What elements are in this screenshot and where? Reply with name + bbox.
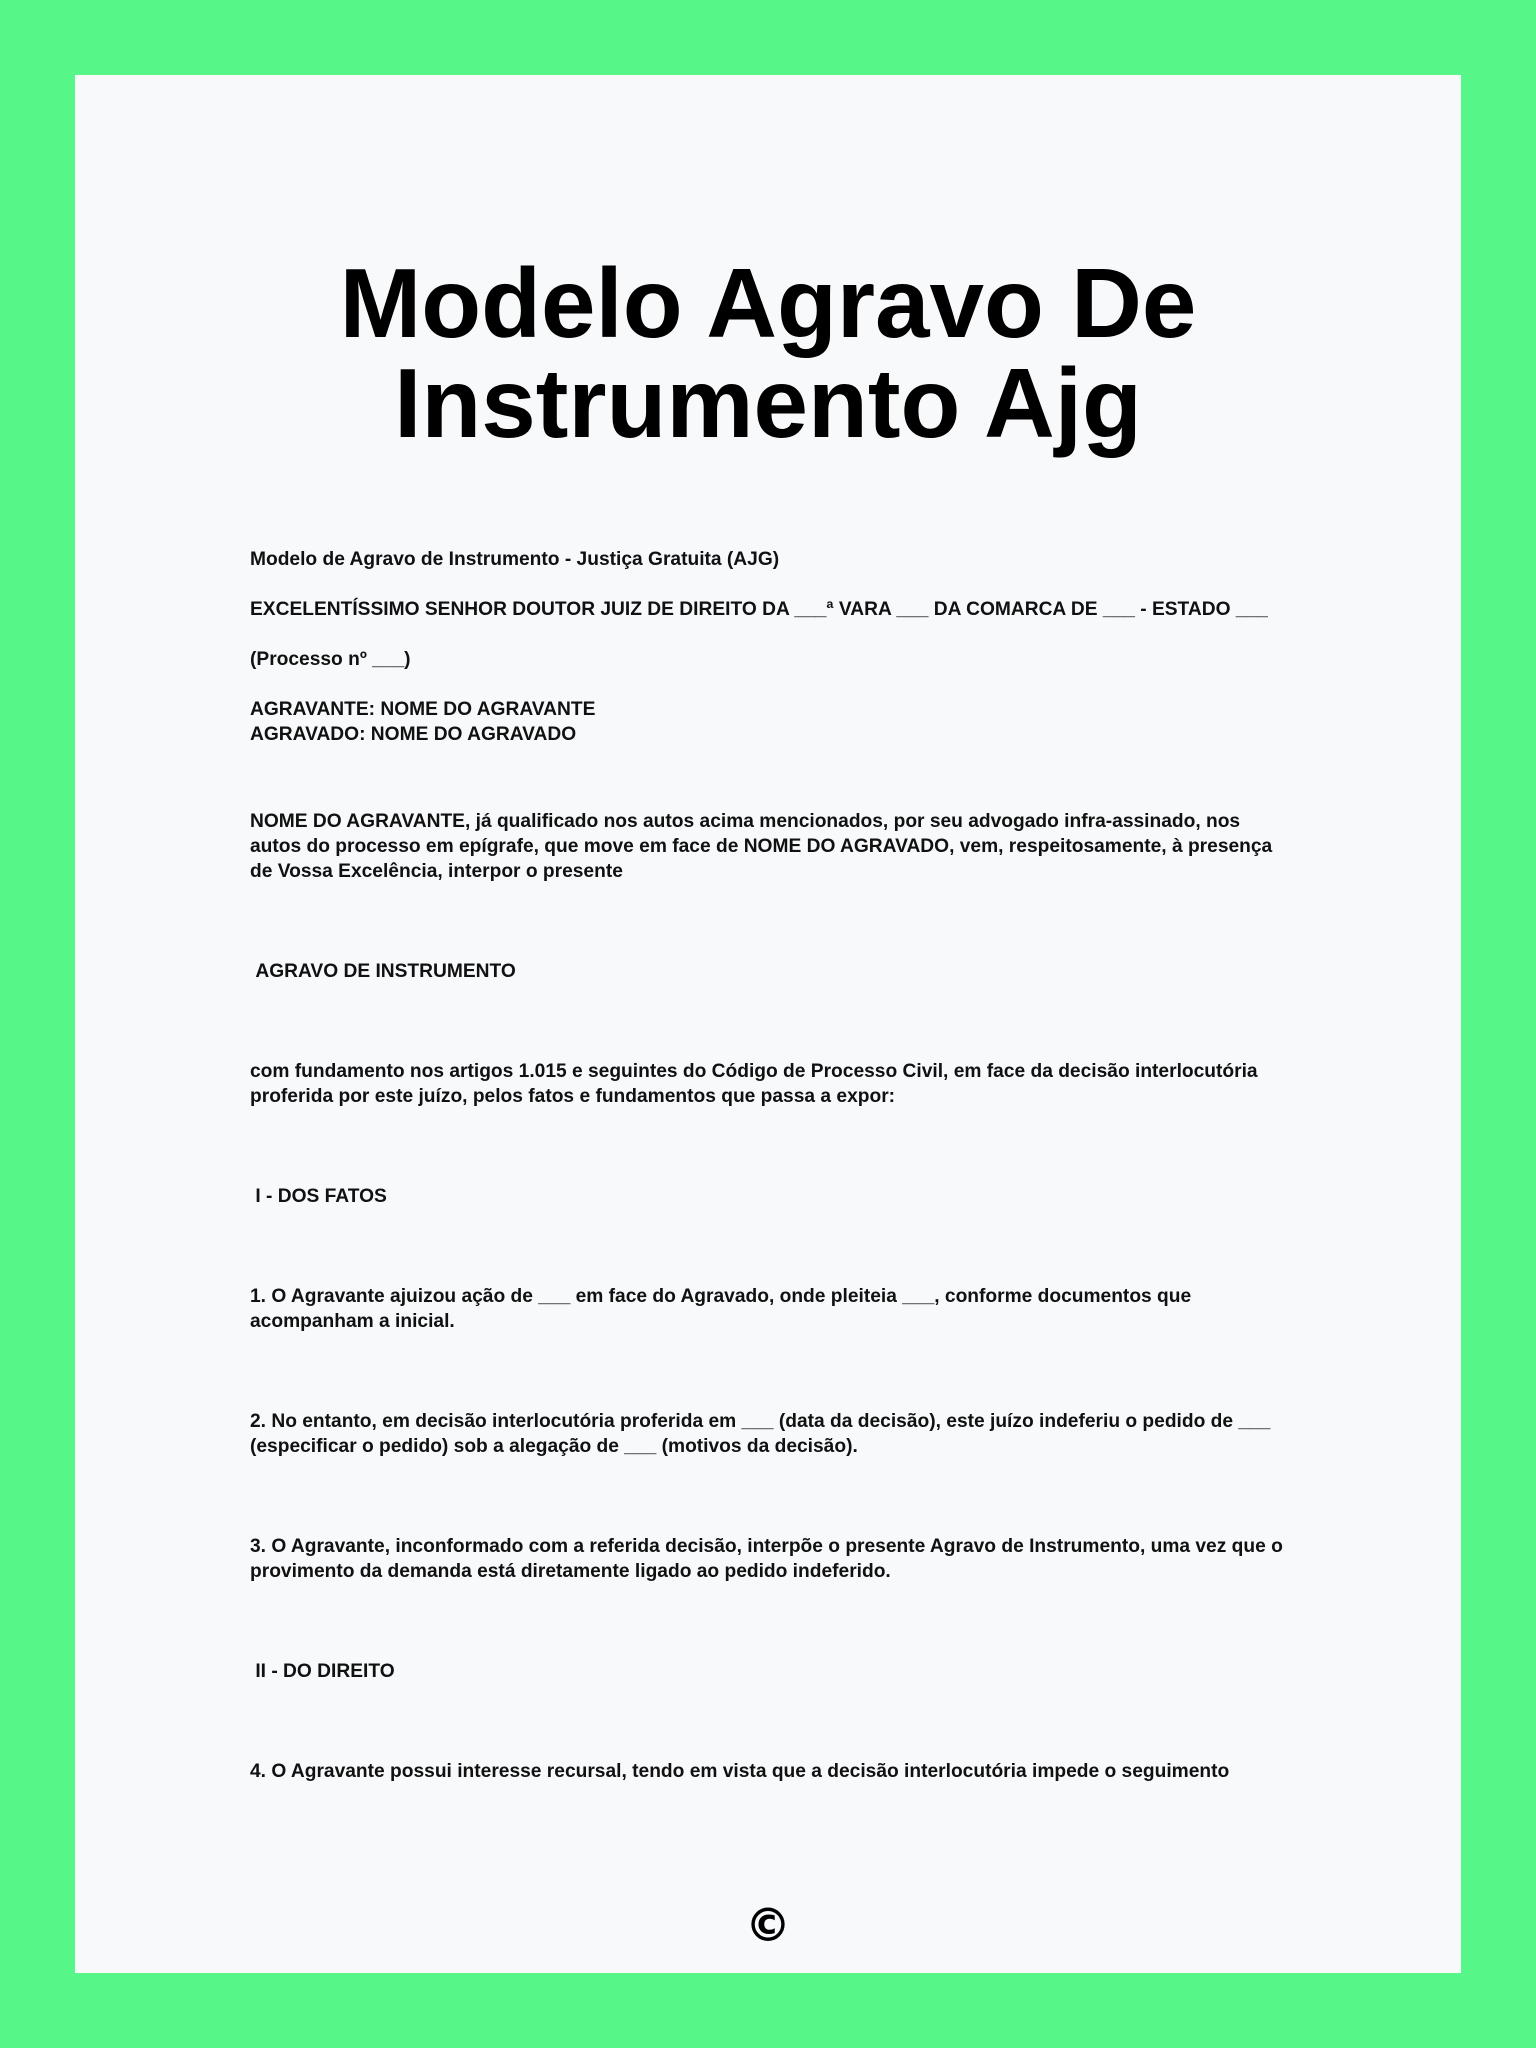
- party-agravado: AGRAVADO: NOME DO AGRAVADO: [250, 724, 577, 745]
- paragraph-item-3: 3. O Agravante, inconformado com a referida decisão, interpõe o presente Agravo de Instrumento, uma vez que o provimento da demanda está diretamente ligado ao pedido indeferido.: [250, 1536, 1283, 1582]
- document-page: [75, 75, 1461, 1973]
- fundamento-paragraph: com fundamento nos artigos 1.015 e seguintes do Código de Processo Civil, em face da decisão interlocutória proferida por este juízo, pelos fatos e fundamentos que passa a expor:: [250, 1061, 1258, 1107]
- party-agravante: AGRAVANTE: NOME DO AGRAVANTE: [250, 699, 596, 720]
- document-title: [75, 248, 1461, 458]
- intro-paragraph: NOME DO AGRAVANTE, já qualificado nos autos acima mencionados, por seu advogado infra-assinado, nos autos do processo em epígrafe, que move em face de NOME DO AGRAVADO, vem, respeitosamente, à presença de Vossa Excelência, interpor o presente: [250, 811, 1273, 882]
- addressee-paragraph: EXCELENTÍSSIMO SENHOR DOUTOR JUIZ DE DIREITO DA ___ª VARA ___ DA COMARCA DE ___ - ESTADO ___: [250, 599, 1268, 620]
- process-number: (Processo nº ___): [250, 649, 411, 670]
- section-heading-agravo: AGRAVO DE INSTRUMENTO: [250, 961, 516, 982]
- section-heading-direito: II - DO DIREITO: [250, 1661, 395, 1682]
- paragraph-item-1: 1. O Agravante ajuizou ação de ___ em face do Agravado, onde pleiteia ___, conforme documentos que acompanham a inicial.: [250, 1286, 1192, 1332]
- document-title-line-1: Modelo Agravo De: [339, 248, 1197, 358]
- document-title-line-2: Instrumento Ajg: [394, 348, 1142, 458]
- document-body: [250, 547, 1290, 1784]
- paragraph-item-4: 4. O Agravante possui interesse recursal, tendo em vista que a decisão interlocutória impede o seguimento: [250, 1761, 1230, 1782]
- document-subtitle: Modelo de Agravo de Instrumento - Justiça Gratuita (AJG): [250, 549, 780, 570]
- section-heading-fatos: I - DOS FATOS: [250, 1186, 387, 1207]
- paragraph-item-2: 2. No entanto, em decisão interlocutória proferida em ___ (data da decisão), este juízo indeferiu o pedido de ___ (especificar o pedido) sob a alegação de ___ (motivos da decisão).: [250, 1411, 1271, 1457]
- copyright-icon: ©: [745, 1898, 791, 1952]
